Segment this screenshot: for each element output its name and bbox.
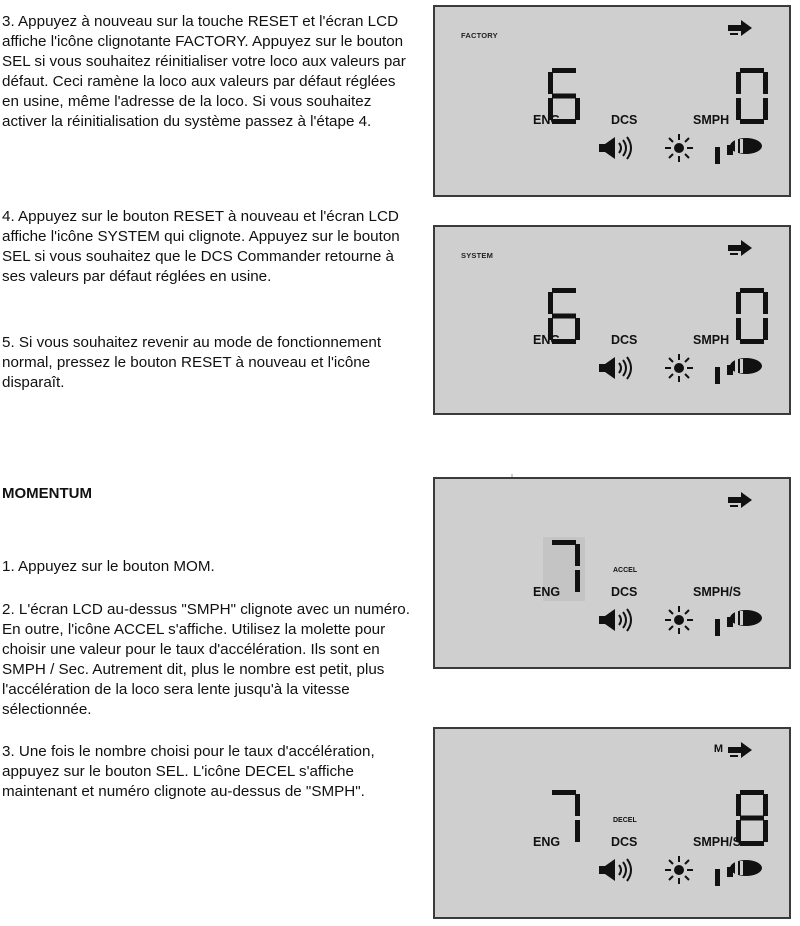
mom-step1-paragraph: 1. Appuyez sur le bouton MOM. xyxy=(2,558,215,575)
lcd-m-indicator: M xyxy=(713,743,723,755)
exit-step-paragraph: 5. Si vous souhaitez revenir au mode de fonctionnement normal, pressez le bouton RESET à nouveau et l'icône disparaît. xyxy=(2,334,382,391)
accel-decel-label: ACCEL xyxy=(613,567,638,574)
momentum-heading: MOMENTUM xyxy=(2,485,92,502)
lcd-panel-factory xyxy=(433,5,791,197)
mom-step2-paragraph: 2. L'écran LCD au-dessus "SMPH" clignote avec un numéro. En outre, l'icône ACCEL s'affiche. Utilisez la molette pour choisir une valeur pour le taux d'accélération. Ils sont en SMPH / Sec. Autrement dit, plus le nombre est petit, plus l'accélération de la loco sera lente jusqu'à la vitesse sélectionnée. xyxy=(2,601,410,718)
lcd-panel-system xyxy=(433,225,791,415)
right-arrow-icon xyxy=(727,239,753,257)
factory-step-paragraph: 3. Appuyez à nouveau sur la touche RESET et l'écran LCD affiche l'icône clignotante FACTORY. Appuyez sur le bouton SEL si vous souhaitez réinitialiser votre loco aux valeurs par défaut. Ceci ramène la loco aux valeurs par défaut réglées en usine, même l'adresse de la loco. Si vous souhaitez activer la réinitialisation du système passez à l'étape 4. xyxy=(2,13,406,130)
speaker-icon xyxy=(597,355,637,381)
speaker-icon xyxy=(597,607,637,633)
right-arrow-icon xyxy=(727,19,753,37)
dcs-label: DCS xyxy=(611,113,638,127)
mom-step3-paragraph: 3. Une fois le nombre choisi pour le taux d'accélération, appuyez sur le bouton SEL. L'icône DECEL s'affiche maintenant et numéro clignote au-dessus de "SMPH". xyxy=(2,743,375,800)
eng-label: ENG xyxy=(533,333,561,347)
sun-icon xyxy=(663,604,695,636)
whistle-icon xyxy=(713,605,765,637)
smph-label: SMPH xyxy=(693,113,730,127)
lcd-mode-label: FACTORY xyxy=(461,31,498,40)
sun-icon xyxy=(663,132,695,164)
lcd-panel-decel xyxy=(433,727,791,919)
right-digit xyxy=(735,287,769,345)
whistle-icon xyxy=(713,133,765,165)
whistle-icon xyxy=(713,353,765,385)
eng-label: ENG xyxy=(533,585,561,599)
speaker-icon xyxy=(597,135,637,161)
lcd-mode-label: SYSTEM xyxy=(461,251,494,260)
right-arrow-icon xyxy=(727,741,753,759)
smph-label: SMPH/S xyxy=(693,835,741,849)
right-arrow-icon xyxy=(727,491,753,509)
smph-label: SMPH xyxy=(693,333,730,347)
whistle-icon xyxy=(713,855,765,887)
system-step-paragraph: 4. Appuyez sur le bouton RESET à nouveau et l'écran LCD affiche l'icône SYSTEM qui clignote. Appuyez sur le bouton SEL si vous souhaitez que le DCS Commander retourne à ses valeurs par défaut réglées en usine. xyxy=(2,208,400,285)
lcd-panel-accel xyxy=(433,477,791,669)
eng-label: ENG xyxy=(533,835,561,849)
sun-icon xyxy=(663,854,695,886)
smph-label: SMPH/S xyxy=(693,585,741,599)
sun-icon xyxy=(663,352,695,384)
right-digit xyxy=(735,67,769,125)
eng-label: ENG xyxy=(533,113,561,127)
accel-decel-label: DECEL xyxy=(613,817,637,824)
speaker-icon xyxy=(597,857,637,883)
dcs-label: DCS xyxy=(611,585,638,599)
dcs-label: DCS xyxy=(611,333,638,347)
dcs-label: DCS xyxy=(611,835,638,849)
